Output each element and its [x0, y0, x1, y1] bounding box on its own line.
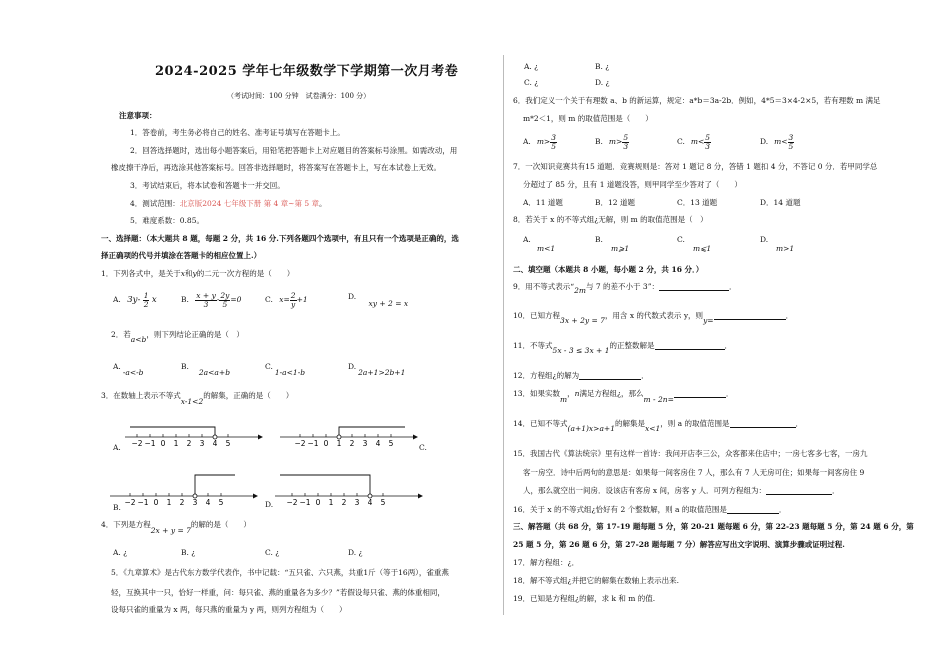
q3-number-lines	[100, 415, 500, 515]
tick-label: 4	[367, 498, 373, 507]
open-point	[193, 494, 197, 498]
q10-text: 10．已知方程3x + 2y = 7，用含 x 的代数式表示 y，则y=．	[513, 311, 794, 325]
tick-label: 0	[323, 439, 329, 448]
q10-answer-blank[interactable]	[714, 312, 786, 320]
q2-stem: 2．若a<b，则下列结论正确的是（ ）	[111, 330, 244, 344]
notice-scope-label: 4．测试范围：	[130, 199, 180, 208]
q3-option-c-label[interactable]: C.	[419, 443, 427, 452]
notice-scope-end: 。	[319, 199, 327, 208]
tick-label: 5	[218, 498, 224, 507]
tick-label: −1	[299, 498, 311, 507]
section1-heading-cont: 择正确项的代号并填涂在答题卡的相应位置上.）	[101, 251, 262, 260]
tick-label: −2	[131, 439, 143, 448]
q7-option-b[interactable]: B．12 道题	[595, 198, 635, 207]
q4-option-c[interactable]: C. ¿	[265, 548, 280, 557]
q2-option-a[interactable]: A.-a<-b	[113, 362, 144, 377]
q5-option-a[interactable]: A. ¿	[524, 62, 539, 71]
q1-option-d[interactable]: D. xy + 2 = x	[348, 292, 409, 308]
q8-option-d[interactable]: D. m>1	[760, 235, 795, 254]
notice-item: 橡皮擦干净后，再选涂其他答案标号。回答非选择题时，将答案写在答题卡上，写在本试卷上无效。	[111, 163, 441, 172]
q3-option-b-label[interactable]: B.	[113, 503, 121, 512]
section2-heading: 二、填空题（本题共 8 小题，每小题 2 分，共 16 分．）	[513, 265, 704, 274]
q5-option-b[interactable]: B. ¿	[595, 62, 610, 71]
q11-answer-blank[interactable]	[655, 342, 725, 350]
q15-line3: 人，那么就空出一间房．设该店有客房 x 间，房客 y 人．可列方程组为： ．	[523, 486, 840, 495]
tick-label: 3	[192, 498, 198, 507]
number-line-c[interactable]	[110, 475, 258, 507]
q7-option-d[interactable]: D．14 道题	[760, 198, 801, 207]
open-point	[213, 435, 217, 439]
q5-option-d[interactable]: D. ¿	[595, 78, 610, 87]
notice-item	[130, 199, 327, 208]
tick-label: 5	[225, 439, 231, 448]
q1-option-c[interactable]: C. x= $\frac{2}{y}$ +1	[265, 291, 308, 309]
tick-label: 3	[362, 439, 368, 448]
tick-label: −1	[144, 439, 156, 448]
q13-text: 13．如果实数m，n满足方程组¿，那么m - 2n=．	[513, 389, 734, 404]
tick-label: 0	[315, 498, 321, 507]
tick-label: 4	[212, 439, 218, 448]
q7-line1: 7．一次知识竞赛共有15 道题．竞赛规则是：答对 1 题记 8 分，答错 1 题扣 4 分，不答记 0 分．若甲同学总	[513, 162, 878, 171]
notice-item: 1．答卷前，考生务必将自己的姓名、准考证号填写在答题卡上。	[130, 128, 345, 137]
q11-text: 11．不等式5x - 3 ≤ 3x + 1的正整数解是 ．	[513, 341, 732, 355]
tick-label: 2	[179, 498, 185, 507]
tick-label: 4	[375, 439, 381, 448]
q5-line3: 设每只雀的重量为 x 两，每只燕的重量为 y 两，则列方程组为（ ）	[111, 605, 347, 614]
tick-label: 0	[153, 498, 159, 507]
exam-subtitle: （考试时间：100 分钟 试卷满分：100 分）	[227, 92, 371, 100]
q16-answer-blank[interactable]	[727, 506, 779, 514]
q1-stem: 1．下列各式中，是关于x和y的二元一次方程的是（ ）	[101, 269, 295, 278]
column-divider	[503, 55, 504, 615]
q4-stem: 4．下列是方程2x + y = 7的解的是（ ）	[101, 520, 251, 535]
q9-answer-blank[interactable]	[659, 283, 729, 291]
q13-answer-blank[interactable]	[674, 390, 726, 398]
number-line-a[interactable]	[125, 427, 263, 448]
q6-option-b[interactable]: B. m> $\frac{5}{3}$	[595, 133, 629, 151]
q15-line1: 15．我国古代《算法统宗》里有这样一首诗：我问开店李三公，众客都来住店中；一房七客多七客，一房九	[513, 449, 868, 458]
notice-item: 5．难度系数：0.85。	[130, 216, 204, 225]
q14-text: 14．已知不等式(a+1)x>a+1的解集是x<1，则 a 的取值范围是 ．	[513, 419, 804, 433]
tick-label: 1	[336, 439, 342, 448]
q4-option-a[interactable]: A. ¿	[113, 548, 128, 557]
q5-line2: 轻，互换其中一只，恰好一样重，问：每只雀、燕的重量各为多少？”若假设每只雀、燕的体重相同，	[111, 588, 445, 597]
q3-stem: 3．在数轴上表示不等式x-1<2的解集，正确的是（ ）	[101, 391, 294, 406]
tick-label: 2	[186, 439, 192, 448]
section1-heading: 一、选择题：（本大题共 8 题，每题 2 分，共 16 分.下列各题四个选项中，有且只有一个选项是正确的，选	[101, 234, 459, 243]
number-line-d[interactable]	[275, 475, 423, 507]
q14-answer-blank[interactable]	[730, 420, 796, 428]
tick-label: 3	[354, 498, 360, 507]
q12-answer-blank[interactable]	[579, 372, 641, 380]
tick-label: 2	[341, 498, 347, 507]
tick-label: −1	[307, 439, 319, 448]
q6-option-c[interactable]: C. m< $\frac{5}{3}$	[677, 133, 711, 151]
q6-line2: m*2＜1，则 m 的取值范围是（ ）	[523, 114, 653, 123]
tick-label: 4	[205, 498, 211, 507]
tick-label: 3	[199, 439, 205, 448]
tick-label: 2	[349, 439, 355, 448]
q1-option-a[interactable]: A. 3y- $\frac{1}{2}$ x	[113, 291, 157, 309]
q8-option-c[interactable]: C. m⩽1	[677, 235, 712, 254]
q7-line2: 分超过了 85 分，且有 1 道题没答，则甲同学至少答对了（ ）	[523, 180, 742, 189]
q12-text: 12．方程组¿的解为 ．	[513, 371, 649, 380]
q4-option-d[interactable]: D. ¿	[348, 548, 363, 557]
notice-item: 3．考试结束后，将本试卷和答题卡一并交回。	[130, 181, 285, 190]
q9-text: 9．用不等式表示“2m与 7 的差不小于 3”： ．	[513, 282, 737, 295]
q7-option-a[interactable]: A．11 道题	[523, 198, 563, 207]
q1-option-b[interactable]: B. $\frac{x + y}{3}$ - $\frac{2y}{5}$ =0	[181, 291, 242, 309]
q3-option-a-label[interactable]: A.	[113, 443, 121, 452]
tick-label: 0	[160, 439, 166, 448]
q18-text: 18．解不等式组¿并把它的解集在数轴上表示出来.	[513, 576, 679, 585]
tick-label: −2	[294, 439, 306, 448]
q7-option-c[interactable]: C．13 道题	[677, 198, 718, 207]
q2-option-b[interactable]: B.2a<a+b	[181, 362, 230, 377]
q5-line1: 5．《九章算术》是古代东方数学代表作，书中记载：“五只雀、六只燕，共重1斤（等于16两），雀重燕	[111, 568, 449, 577]
q19-text: 19．已知是方程组¿的解，求 k 和 m 的值.	[513, 594, 656, 603]
open-point	[368, 494, 372, 498]
q6-option-d[interactable]: D. m< $\frac{3}{5}$	[760, 133, 794, 151]
section3-heading-cont: 25 题 5 分，第 26 题 6 分，第 27-28 题每题 7 分）解答应写出文字说明、演算步骤或证明过程.	[513, 540, 845, 549]
q8-option-b[interactable]: B. m⩾1	[595, 235, 630, 254]
section3-heading: 三、解答题（共 68 分，第 17-19 题每题 5 分，第 20-21 题每题 6 分，第 22-23 题每题 5 分，第 24 题 6 分，第	[513, 522, 914, 531]
tick-label: 1	[173, 439, 179, 448]
q5-option-c[interactable]: C. ¿	[524, 78, 539, 87]
q2-option-c[interactable]: C.1-a<1-b	[265, 362, 306, 377]
q3-option-d-label[interactable]: D.	[265, 500, 274, 509]
open-point	[337, 435, 341, 439]
number-line-b[interactable]	[280, 427, 418, 448]
notice-heading: 注意事项：	[119, 111, 157, 120]
tick-label: −1	[137, 498, 149, 507]
q8-stem: 8．若关于 x 的不等式组¿无解，则 m 的取值范围是（ ）	[513, 215, 708, 224]
tick-label: 1	[328, 498, 334, 507]
q2-option-d[interactable]: D.2a+1>2b+1	[348, 362, 406, 377]
q6-option-a[interactable]: A. m> $\frac{3}{5}$	[523, 133, 556, 151]
q16-text: 16．关于 x 的不等式组¿恰好有 2 个整数解，则 a 的取值范围是 ．	[513, 505, 787, 514]
tick-label: 5	[380, 498, 386, 507]
q8-option-a[interactable]: A. m<1	[523, 235, 556, 254]
q15-answer-blank[interactable]	[766, 487, 832, 495]
notice-scope-value: 北京版2024 七年级下册 第 4 章~第 5 章	[179, 199, 319, 208]
q4-option-b[interactable]: B. ¿	[181, 548, 196, 557]
q17-text: 17．解方程组：¿．	[513, 558, 580, 567]
tick-label: −2	[286, 498, 298, 507]
tick-label: 5	[388, 439, 394, 448]
q15-line2: 客一房空．诗中后两句的意思是：如果每一间客房住 7 人，那么有 7 人无房可住；如果每一间客房住 9	[523, 468, 865, 477]
tick-label: −2	[124, 498, 136, 507]
exam-title: 2024-2025 学年七年级数学下学期第一次月考卷	[155, 64, 459, 79]
tick-label: 1	[166, 498, 172, 507]
notice-item: 2．回答选择题时，选出每小题答案后，用铅笔把答题卡上对应题目的答案标号涂黑。如需改动，用	[130, 146, 458, 155]
q6-line1: 6．我们定义一个关于有理数 a、b 的新运算，规定：a*b＝3a-2b．例如，4*5＝3×4-2×5，若有理数 m 满足	[513, 96, 881, 105]
